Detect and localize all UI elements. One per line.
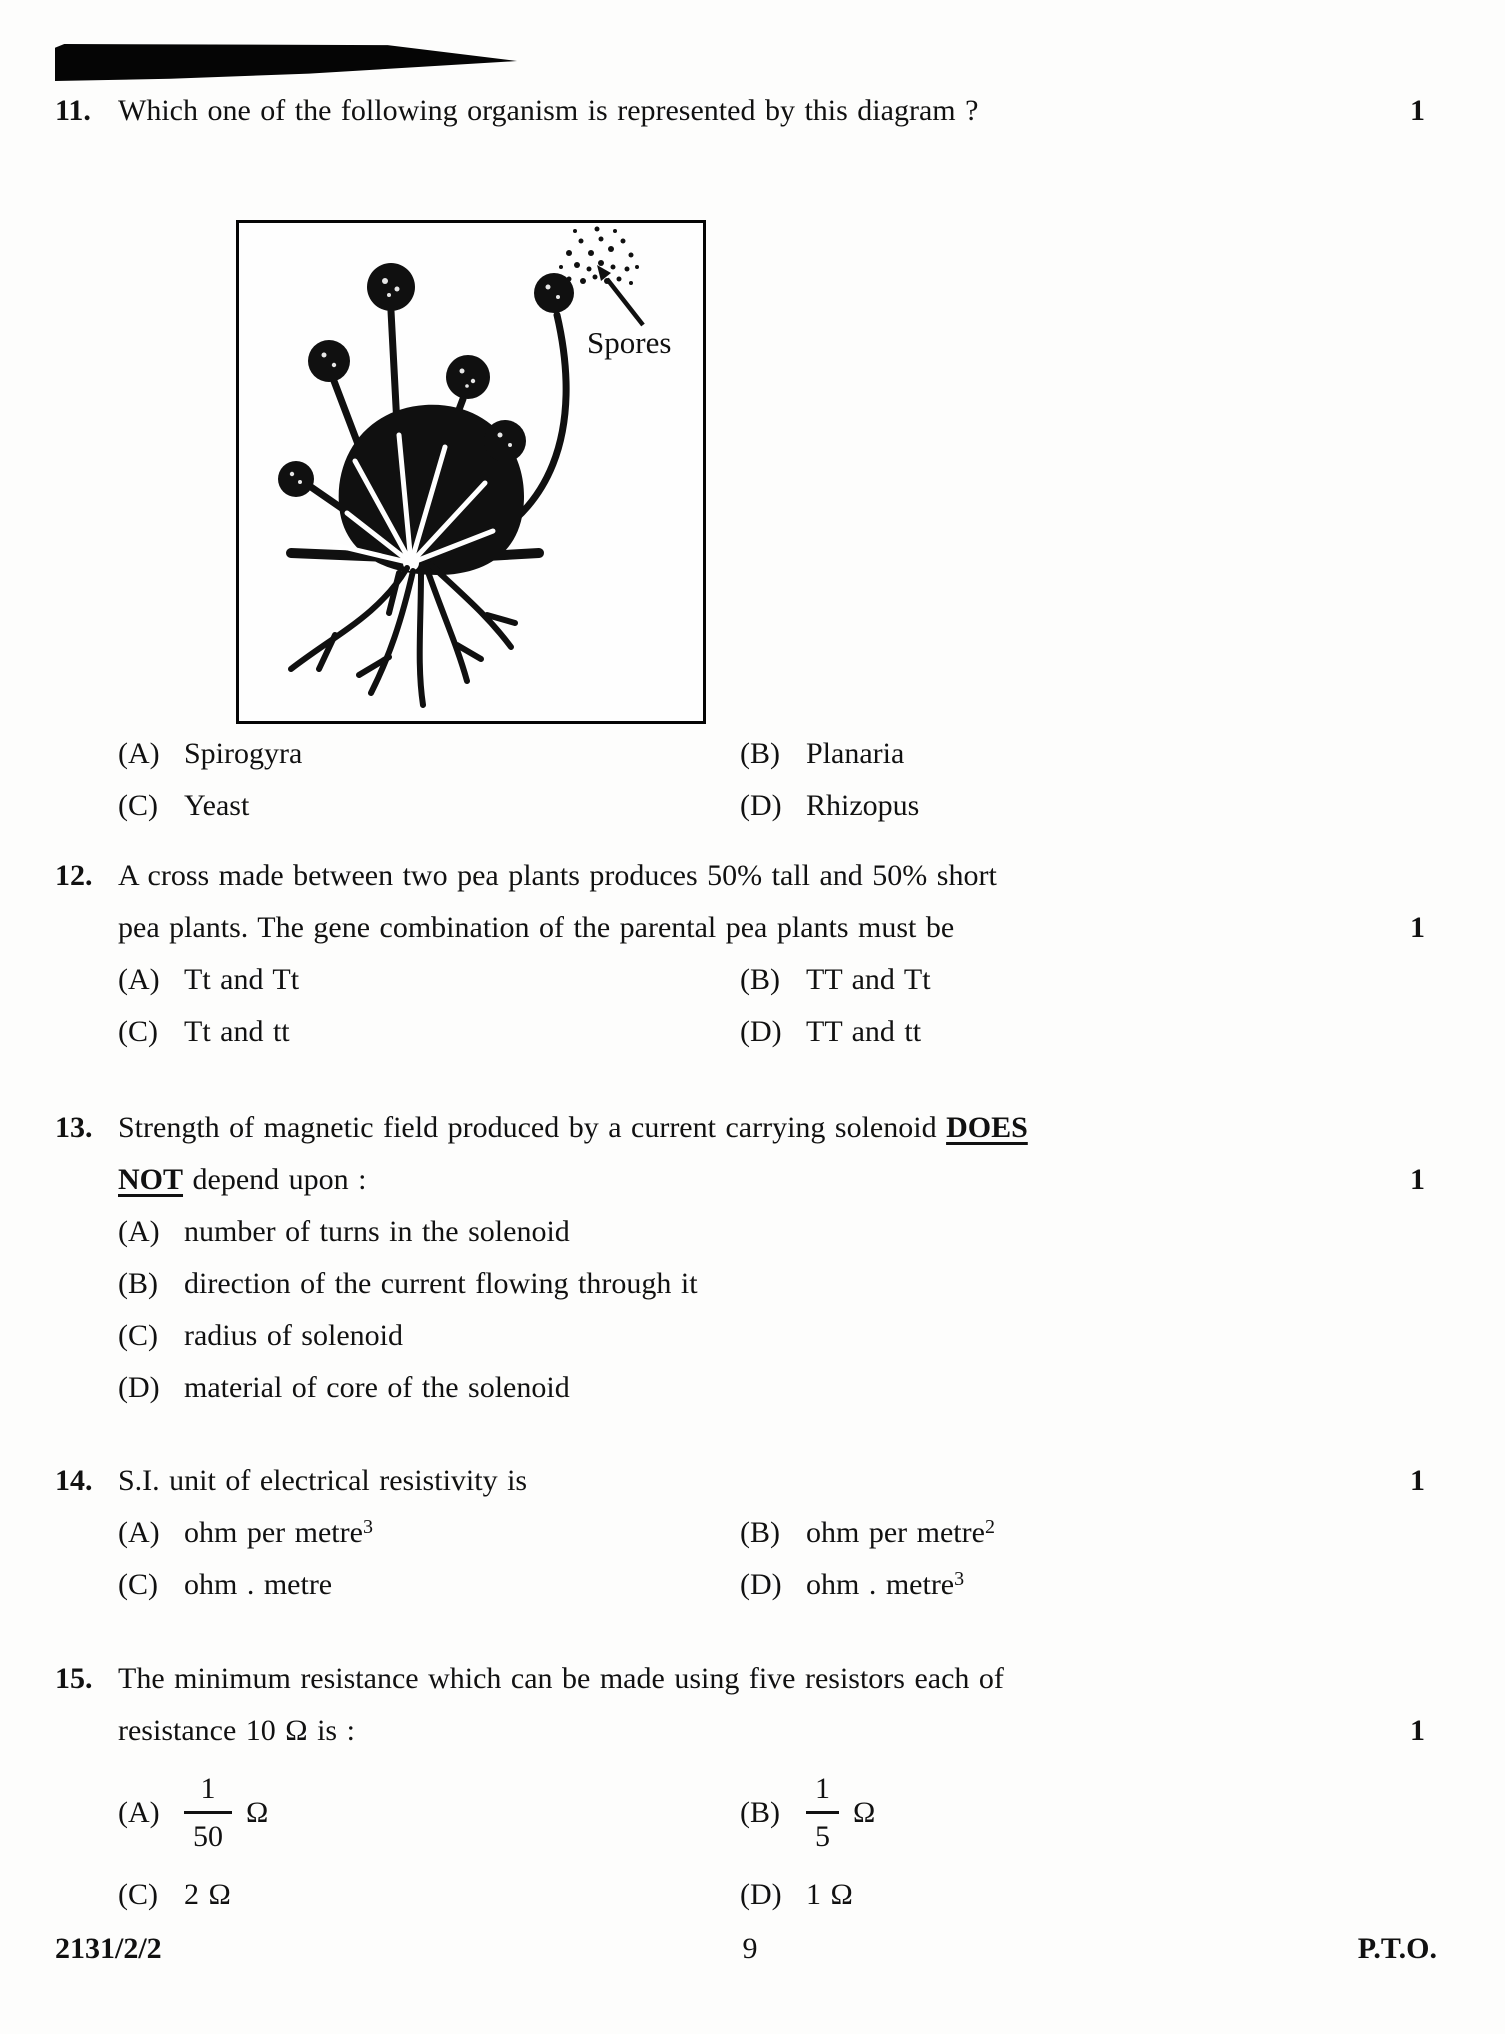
scan-artifact-blot bbox=[55, 44, 517, 81]
option-row bbox=[740, 1757, 1425, 1869]
options-q13 bbox=[118, 1206, 1425, 1414]
option-label: material of core of the solenoid bbox=[184, 1371, 570, 1404]
option-label: Rhizopus bbox=[806, 789, 920, 822]
question-12 bbox=[55, 850, 1425, 1058]
options-q15-fractions bbox=[118, 1757, 1425, 1921]
ohm-unit: Ω bbox=[853, 1796, 876, 1829]
marks-value: 1 bbox=[1410, 1714, 1425, 1747]
option-key: (C) bbox=[118, 789, 158, 822]
option-row bbox=[118, 954, 740, 1006]
option-row bbox=[118, 1206, 1425, 1258]
option-key: (D) bbox=[740, 1878, 782, 1911]
question-15 bbox=[55, 1653, 1425, 1921]
option-row bbox=[740, 954, 1425, 1006]
question-text-line1: Strength of magnetic field produced by a current carrying solenoid DOES bbox=[118, 1111, 1028, 1144]
figure-box bbox=[236, 220, 706, 724]
option-label: ohm per metre$^2$ bbox=[806, 1516, 995, 1549]
option-label: Yeast bbox=[184, 789, 250, 822]
option-row bbox=[740, 728, 1425, 780]
question-text-line2: NOT depend upon : bbox=[118, 1163, 367, 1196]
option-key: (D) bbox=[740, 789, 782, 822]
page-footer bbox=[55, 1932, 1445, 1984]
option-label: 1 Ω bbox=[806, 1878, 853, 1911]
option-key: (C) bbox=[118, 1319, 158, 1352]
option-row bbox=[118, 780, 740, 832]
option-row bbox=[118, 1310, 1425, 1362]
option-key: (B) bbox=[740, 1796, 780, 1829]
option-label: radius of solenoid bbox=[184, 1319, 403, 1352]
options-q11 bbox=[118, 728, 1425, 832]
option-label: Spirogyra bbox=[184, 737, 303, 770]
option-row bbox=[118, 1258, 1425, 1310]
option-row bbox=[118, 728, 740, 780]
question-text-line1: A cross made between two pea plants produces 50% tall and 50% short bbox=[118, 859, 997, 892]
option-key: (B) bbox=[740, 1516, 780, 1549]
option-label: Tt and tt bbox=[184, 1015, 290, 1048]
marks-value: 1 bbox=[1410, 911, 1425, 944]
spores-arrow bbox=[597, 265, 643, 325]
question-number: 14. bbox=[55, 1464, 93, 1497]
option-row bbox=[118, 1507, 740, 1559]
superscript: 3 bbox=[362, 1516, 373, 1538]
question-text: Which one of the following organism is represented by this diagram ? bbox=[118, 94, 979, 127]
page-number: 9 bbox=[742, 1932, 758, 1965]
fraction: $\frac{1}{5}$ bbox=[806, 1767, 839, 1860]
option-key: (A) bbox=[118, 1796, 160, 1829]
spore-dots bbox=[559, 227, 639, 286]
option-key: (D) bbox=[118, 1371, 160, 1404]
option-row bbox=[118, 1006, 740, 1058]
superscript: 3 bbox=[954, 1568, 965, 1590]
option-row bbox=[118, 1757, 740, 1869]
option-key: (A) bbox=[118, 1516, 160, 1549]
option-key: (C) bbox=[118, 1015, 158, 1048]
option-label: ohm . metre bbox=[184, 1568, 333, 1601]
option-label: ohm . metre$^3$ bbox=[806, 1568, 965, 1601]
option-key: (B) bbox=[740, 737, 780, 770]
option-row bbox=[740, 1006, 1425, 1058]
question-text-line2: pea plants. The gene combination of the parental pea plants must be bbox=[118, 911, 955, 944]
option-row bbox=[740, 1869, 1425, 1921]
marks-value: 1 bbox=[1410, 1464, 1425, 1497]
option-key: (A) bbox=[118, 963, 160, 996]
ohm-unit: Ω bbox=[246, 1796, 269, 1829]
options-q14 bbox=[118, 1507, 1425, 1611]
option-key: (A) bbox=[118, 1215, 160, 1248]
question-number: 13. bbox=[55, 1111, 93, 1144]
question-number: 15. bbox=[55, 1662, 93, 1695]
option-key: (D) bbox=[740, 1568, 782, 1601]
option-row bbox=[118, 1559, 740, 1611]
rhizopus-diagram bbox=[239, 223, 703, 721]
question-text-line2: resistance 10 Ω is : bbox=[118, 1714, 355, 1747]
emphasis-not: NOT bbox=[118, 1163, 184, 1196]
option-row bbox=[118, 1362, 1425, 1414]
option-row bbox=[740, 780, 1425, 832]
paper-code: 2131/2/2 bbox=[55, 1932, 162, 1965]
question-text-line1: The minimum resistance which can be made using five resistors each of bbox=[118, 1662, 1004, 1695]
option-key: (C) bbox=[118, 1878, 158, 1911]
option-label: TT and tt bbox=[806, 1015, 922, 1048]
option-label: direction of the current flowing through it bbox=[184, 1267, 698, 1300]
option-key: (C) bbox=[118, 1568, 158, 1601]
emphasis-does: DOES bbox=[946, 1111, 1028, 1144]
option-key: (A) bbox=[118, 737, 160, 770]
pto-label: P.T.O. bbox=[1357, 1932, 1437, 1965]
option-key: (D) bbox=[740, 1015, 782, 1048]
option-key: (B) bbox=[740, 963, 780, 996]
spores-label: Spores bbox=[587, 325, 672, 360]
marks-value: 1 bbox=[1410, 1163, 1425, 1196]
option-row bbox=[740, 1559, 1425, 1611]
option-label: 2 Ω bbox=[184, 1878, 231, 1911]
option-label: number of turns in the solenoid bbox=[184, 1215, 570, 1248]
options-q12 bbox=[118, 954, 1425, 1058]
option-row bbox=[740, 1507, 1425, 1559]
question-13 bbox=[55, 1102, 1425, 1414]
marks-value: 1 bbox=[1410, 94, 1425, 127]
question-14 bbox=[55, 1455, 1425, 1611]
question-text: S.I. unit of electrical resistivity is bbox=[118, 1464, 528, 1497]
option-row bbox=[118, 1869, 740, 1921]
option-key: (B) bbox=[118, 1267, 158, 1300]
question-11 bbox=[55, 85, 1425, 832]
fraction: $\frac{1}{50}$ bbox=[184, 1767, 232, 1860]
option-label: ohm per metre$^3$ bbox=[184, 1516, 373, 1549]
question-number: 11. bbox=[55, 94, 91, 127]
option-label: Tt and Tt bbox=[184, 963, 300, 996]
question-number: 12. bbox=[55, 859, 93, 892]
option-label: Planaria bbox=[806, 737, 905, 770]
rhizoids bbox=[291, 565, 515, 705]
option-label: TT and Tt bbox=[806, 963, 931, 996]
superscript: 2 bbox=[984, 1516, 995, 1538]
